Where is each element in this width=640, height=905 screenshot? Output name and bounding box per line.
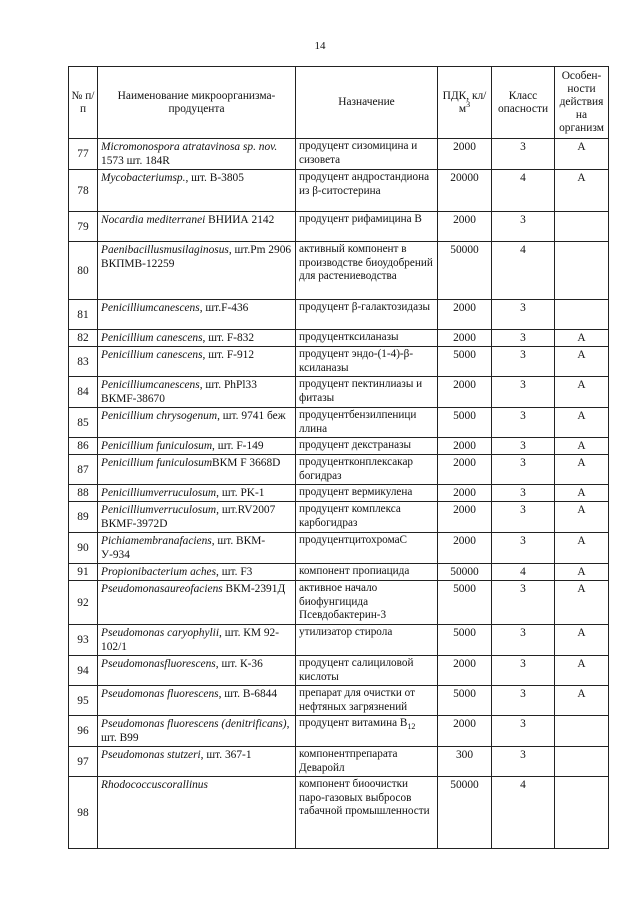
pdk-value: 5000: [438, 347, 492, 377]
pdk-value: 300: [438, 747, 492, 777]
pdk-value: 50000: [438, 242, 492, 300]
row-number: 88: [69, 485, 98, 502]
organism-purpose: активный компонент в производстве биоудобрений для растениеводства: [296, 242, 438, 300]
row-number: 93: [69, 625, 98, 656]
header-purpose: Назначение: [296, 67, 438, 139]
organism-purpose: продуцент салициловой кислоты: [296, 656, 438, 686]
organism-strain: , шт. F-149: [212, 440, 264, 452]
organism-name: [98, 564, 296, 581]
organism-strain: , шт.F-436: [199, 302, 249, 314]
organism-strain: , шт. В-3805: [185, 172, 244, 184]
organism-strain: , шт. PK-1: [216, 487, 265, 499]
pdk-value: 2000: [438, 139, 492, 170]
organism-name: [98, 747, 296, 777]
organism-species: Penicillium funiculosum: [101, 440, 213, 452]
organism-species: Penicillium canescens: [101, 349, 203, 361]
organism-name: [98, 377, 296, 408]
table-row: [69, 455, 609, 485]
organism-species: Pseudomonas stutzeri: [101, 749, 201, 761]
organism-name: [98, 300, 296, 330]
organism-strain: ВНИИА 2142: [205, 214, 275, 226]
organism-species: Pichiamembranafaciens: [101, 535, 212, 547]
action-feature: [555, 242, 609, 300]
organism-species: Pseudomonas fluorescens: [101, 688, 219, 700]
organism-name: [98, 438, 296, 455]
organism-name: [98, 656, 296, 686]
table-row: [69, 581, 609, 625]
table-row: [69, 686, 609, 716]
organism-species: Pseudomonas caryophylii: [101, 627, 219, 639]
table-row: [69, 347, 609, 377]
organism-species: Penicillium chrysogenum: [101, 410, 218, 422]
pdk-value: 2000: [438, 300, 492, 330]
organism-species: Pseudomonasfluorescens: [101, 658, 216, 670]
organism-purpose: активное начало биофунгицида Псевдобактерин-3: [296, 581, 438, 625]
organism-name: [98, 347, 296, 377]
organism-strain: , шт. F3: [216, 566, 253, 578]
table-row: [69, 533, 609, 564]
action-feature: [555, 777, 609, 849]
hazard-class: 4: [492, 777, 555, 849]
organism-species: Mycobacteriumsp.: [101, 172, 186, 184]
pdk-value: 5000: [438, 625, 492, 656]
organism-species: Penicilliumcanescens: [101, 302, 200, 314]
organism-purpose: продуцент декстраназы: [296, 438, 438, 455]
organism-strain: , шт.Рm 2906 ВКПМВ-12259: [101, 244, 292, 270]
organism-species: Rhodococcuscorallinus: [101, 779, 208, 791]
row-number: 96: [69, 716, 98, 747]
hazard-class: 3: [492, 485, 555, 502]
pdk-value: 50000: [438, 777, 492, 849]
table-row: [69, 777, 609, 849]
organism-strain: , шт. В99: [101, 718, 290, 744]
row-number: 91: [69, 564, 98, 581]
organism-name: [98, 330, 296, 347]
action-feature: А: [555, 139, 609, 170]
hazard-class: 3: [492, 438, 555, 455]
action-feature: [555, 716, 609, 747]
table-row: [69, 625, 609, 656]
organism-name: [98, 625, 296, 656]
organism-species: Penicillium funiculosum: [101, 457, 213, 469]
organism-purpose: продуцентцитохромаС: [296, 533, 438, 564]
organism-name: [98, 408, 296, 438]
hazard-class: 3: [492, 716, 555, 747]
table-row: [69, 564, 609, 581]
hazard-class: 3: [492, 300, 555, 330]
organism-strain: шт.RV2007 ВКМF-3972D: [101, 504, 276, 530]
hazard-class: 3: [492, 747, 555, 777]
action-feature: А: [555, 347, 609, 377]
organism-species: Propionibacterium aches: [101, 566, 217, 578]
hazard-class: 3: [492, 533, 555, 564]
row-number: 77: [69, 139, 98, 170]
action-feature: А: [555, 438, 609, 455]
organism-strain: ВКМ-2391Д: [222, 583, 286, 595]
action-feature: А: [555, 485, 609, 502]
header-features: Особен-ности действия на организм: [555, 67, 609, 139]
organism-purpose: продуцент рифамицина В: [296, 212, 438, 242]
hazard-class: 3: [492, 347, 555, 377]
organism-purpose: продуцентконплексакар богидраз: [296, 455, 438, 485]
table-row: [69, 139, 609, 170]
organism-name: [98, 170, 296, 212]
organism-species: Micromonospora atratavinosa sp. nov.: [101, 141, 278, 153]
header-num: № п/п: [69, 67, 98, 139]
pdk-value: 2000: [438, 212, 492, 242]
table-row: [69, 408, 609, 438]
organism-purpose: продуцент β-галактозидазы: [296, 300, 438, 330]
action-feature: А: [555, 330, 609, 347]
row-number: 94: [69, 656, 98, 686]
organism-species: Penicilliumverruculosum: [101, 487, 217, 499]
hazard-class: 3: [492, 625, 555, 656]
organism-purpose: продуцент эндо-(1-4)-β-ксиланазы: [296, 347, 438, 377]
pdk-value: 2000: [438, 377, 492, 408]
organism-purpose: продуцент пектинлиазы и фитазы: [296, 377, 438, 408]
row-number: 89: [69, 502, 98, 533]
table-row: [69, 716, 609, 747]
table-header-row: [69, 67, 609, 139]
organism-strain: , шт. ВКМ-У-934: [101, 535, 266, 561]
organism-strain: , шт. 367-1: [200, 749, 252, 761]
row-number: 90: [69, 533, 98, 564]
hazard-class: 3: [492, 139, 555, 170]
table-row: [69, 170, 609, 212]
hazard-class: 3: [492, 330, 555, 347]
table-row: [69, 242, 609, 300]
organism-name: [98, 485, 296, 502]
organism-strain: , шт. КМ 92-102/1: [101, 627, 280, 653]
organism-species: Penicilliumcanescens: [101, 379, 200, 391]
organism-name: [98, 581, 296, 625]
pdk-value: 2000: [438, 502, 492, 533]
organism-name: [98, 686, 296, 716]
row-number: 84: [69, 377, 98, 408]
pdk-value: 2000: [438, 716, 492, 747]
table-row: [69, 330, 609, 347]
table-row: [69, 438, 609, 455]
organism-strain: ВКМ F 3668D: [212, 457, 281, 469]
hazard-class: 3: [492, 408, 555, 438]
action-feature: А: [555, 625, 609, 656]
organism-purpose: компонент пропиацида: [296, 564, 438, 581]
organism-name: [98, 777, 296, 849]
header-class: Класс опасности: [492, 67, 555, 139]
hazard-class: 4: [492, 242, 555, 300]
organism-purpose: продуцент витамина $В_{12}$: [296, 716, 438, 747]
organism-purpose: компонентпрепарата Деваройл: [296, 747, 438, 777]
page-number: 14: [314, 40, 326, 52]
action-feature: А: [555, 455, 609, 485]
pdk-value: 2000: [438, 533, 492, 564]
organism-strain: 1573 шт. 184R: [101, 155, 170, 167]
organism-purpose: продуцент комплекса карбогидраз: [296, 502, 438, 533]
action-feature: А: [555, 656, 609, 686]
microorganism-table: [68, 66, 608, 849]
row-number: 80: [69, 242, 98, 300]
row-number: 86: [69, 438, 98, 455]
organism-name: [98, 242, 296, 300]
hazard-class: 3: [492, 212, 555, 242]
table-row: [69, 300, 609, 330]
organism-purpose: компонент биоочистки паро-газовых выбросов табачной промышленности: [296, 777, 438, 849]
action-feature: А: [555, 686, 609, 716]
organism-species: Pseudomonasaureofaciens: [101, 583, 223, 595]
row-number: 81: [69, 300, 98, 330]
hazard-class: 4: [492, 170, 555, 212]
row-number: 97: [69, 747, 98, 777]
pdk-value: 2000: [438, 330, 492, 347]
pdk-value: 5000: [438, 581, 492, 625]
table-row: [69, 212, 609, 242]
organism-purpose: продуцент вермикулена: [296, 485, 438, 502]
organism-purpose: продуцентбензилпеници ллина: [296, 408, 438, 438]
action-feature: А: [555, 377, 609, 408]
organism-strain: , шт. К-36: [215, 658, 263, 670]
pdk-value: 5000: [438, 686, 492, 716]
organism-name: [98, 139, 296, 170]
organism-species: Pseudomonas fluorescens (denitrificans): [101, 718, 287, 730]
pdk-value: 2000: [438, 485, 492, 502]
action-feature: [555, 300, 609, 330]
organism-name: [98, 455, 296, 485]
pdk-value: 2000: [438, 438, 492, 455]
hazard-class: 3: [492, 581, 555, 625]
hazard-class: 3: [492, 455, 555, 485]
table-row: [69, 747, 609, 777]
action-feature: [555, 747, 609, 777]
action-feature: А: [555, 170, 609, 212]
organism-strain: , шт. PhPl33 ВКМF-38670: [101, 379, 257, 405]
table-row: [69, 485, 609, 502]
hazard-class: 3: [492, 656, 555, 686]
row-number: 98: [69, 777, 98, 849]
hazard-class: 3: [492, 686, 555, 716]
row-number: 79: [69, 212, 98, 242]
table-body: [69, 139, 609, 849]
hazard-class: 4: [492, 564, 555, 581]
organism-name: [98, 533, 296, 564]
pdk-value: 2000: [438, 656, 492, 686]
row-number: 85: [69, 408, 98, 438]
row-number: 78: [69, 170, 98, 212]
header-pdk-text: ПДК, $кл/м^3$: [442, 89, 487, 115]
organism-name: [98, 716, 296, 747]
row-number: 82: [69, 330, 98, 347]
pdk-value: 20000: [438, 170, 492, 212]
hazard-class: 3: [492, 502, 555, 533]
pdk-value: 50000: [438, 564, 492, 581]
organism-strain: , шт. F-912: [202, 349, 255, 361]
row-number: 83: [69, 347, 98, 377]
row-number: 87: [69, 455, 98, 485]
organism-strain: , шт. 9741 беж: [217, 410, 286, 422]
organism-purpose: препарат для очистки от нефтяных загрязнений: [296, 686, 438, 716]
row-number: 92: [69, 581, 98, 625]
organism-name: [98, 212, 296, 242]
organism-species: Paenibacillusmusilaginosus: [101, 244, 229, 256]
organism-strain: , шт. F-832: [202, 332, 255, 344]
table-row: [69, 502, 609, 533]
organism-species: Penicillium canescens: [101, 332, 203, 344]
organism-purpose: продуцент сизомицина и сизовета: [296, 139, 438, 170]
hazard-class: 3: [492, 377, 555, 408]
organism-strain: , шт. В-6844: [218, 688, 278, 700]
header-pdk: [438, 67, 492, 139]
organism-name: [98, 502, 296, 533]
action-feature: А: [555, 581, 609, 625]
action-feature: А: [555, 533, 609, 564]
table-row: [69, 656, 609, 686]
pdk-value: 5000: [438, 408, 492, 438]
action-feature: [555, 212, 609, 242]
row-number: 95: [69, 686, 98, 716]
header-name: Наименование микроорганизма-продуцента: [98, 67, 296, 139]
organism-purpose: продуцент андростандиона из β-ситостерина: [296, 170, 438, 212]
organism-species: Nocardia mediterranei: [101, 214, 206, 226]
table-row: [69, 377, 609, 408]
action-feature: А: [555, 564, 609, 581]
organism-purpose: утилизатор стирола: [296, 625, 438, 656]
action-feature: А: [555, 408, 609, 438]
pdk-value: 2000: [438, 455, 492, 485]
organism-purpose: продуцентксиланазы: [296, 330, 438, 347]
organism-species: Penicilliumverruculosum,: [101, 504, 219, 516]
action-feature: А: [555, 502, 609, 533]
